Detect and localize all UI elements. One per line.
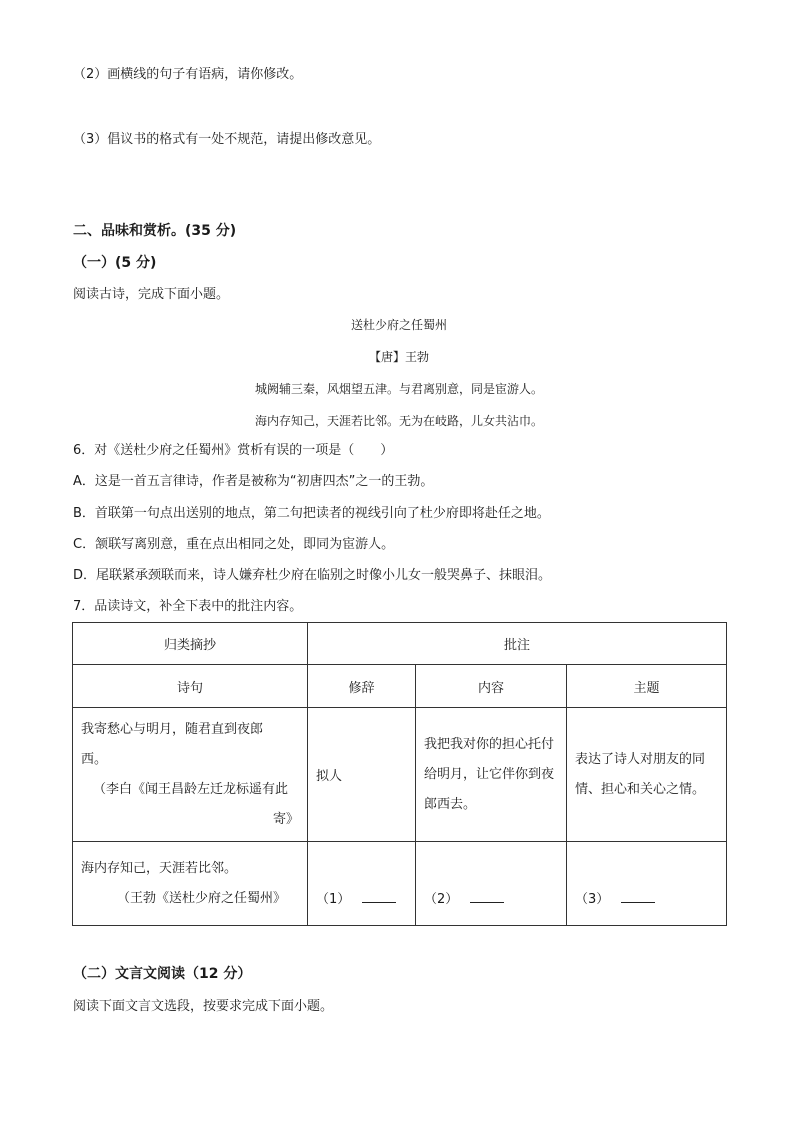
question-6-option-a: A．这是一首五言律诗，作者是被称为“初唐四杰”之一的王勃。 xyxy=(73,474,434,489)
blank-2-label: （2） xyxy=(424,892,459,907)
table-row xyxy=(73,842,727,926)
answer-blank-3[interactable] xyxy=(621,890,655,903)
answer-blank-2[interactable] xyxy=(470,890,504,903)
poem-author: 【唐】王勃 xyxy=(368,350,429,364)
row-1-theme: 表达了诗人对朋友的同情、担心和关心之情。 xyxy=(567,708,727,842)
answer-blank-1[interactable] xyxy=(362,890,396,903)
row-2-content xyxy=(416,842,567,926)
row-1-poem-line-2: 西。 xyxy=(81,751,108,767)
row-2-poem xyxy=(73,842,308,926)
row-1-source-line-1: （李白《闻王昌龄左迁龙标遥有此 xyxy=(93,781,289,797)
row-2-theme xyxy=(567,842,727,926)
header-poem-lines: 诗句 xyxy=(73,665,308,708)
question-6-option-c: C．颔联写离别意，重在点出相同之处，即同为宦游人。 xyxy=(73,537,395,552)
row-2-rhetoric xyxy=(308,842,416,926)
part-2-intro: 阅读下面文言文选段，按要求完成下面小题。 xyxy=(73,999,334,1014)
part-1-title: （一）(5 分) xyxy=(73,255,157,271)
question-6-option-b: B．首联第一句点出送别的地点，第二句把读者的视线引向了杜少府即将赴任之地。 xyxy=(73,506,550,521)
header-rhetoric: 修辞 xyxy=(308,665,416,708)
table-header-row xyxy=(73,623,727,665)
question-7-stem: 7．品读诗文，补全下表中的批注内容。 xyxy=(73,599,303,614)
section-2-title: 二、品味和赏析。(35 分) xyxy=(73,223,237,239)
table-row xyxy=(73,708,727,842)
row-1-poem-line-1: 我寄愁心与明月，随君直到夜郎 xyxy=(81,721,264,737)
header-theme: 主题 xyxy=(567,665,727,708)
row-1-source-line-2: 寄》 xyxy=(272,811,299,827)
row-1-content: 我把我对你的担心托付给明月，让它伴你到夜郎西去。 xyxy=(416,708,567,842)
poem-line-1: 城阙辅三秦，风烟望五津。与君离别意，同是宦游人。 xyxy=(254,382,543,396)
question-6-option-d: D．尾联紧承颈联而来，诗人嫌弃杜少府在临别之时像小儿女一般哭鼻子、抹眼泪。 xyxy=(73,568,552,583)
part-1-intro: 阅读古诗，完成下面小题。 xyxy=(73,287,230,302)
blank-3-label: （3） xyxy=(575,892,610,907)
row-1-poem xyxy=(73,708,308,842)
annotation-table xyxy=(72,622,727,926)
row-2-source-line: （王勃《送杜少府之任蜀州》 xyxy=(117,890,287,906)
part-2-title: （二）文言文阅读（12 分） xyxy=(73,966,252,982)
question-3: （3）倡议书的格式有一处不规范，请提出修改意见。 xyxy=(73,132,381,147)
poem-line-2: 海内存知己，天涯若比邻。无为在岐路，儿女共沾巾。 xyxy=(254,414,543,428)
header-content: 内容 xyxy=(416,665,567,708)
poem-title: 送杜少府之任蜀州 xyxy=(350,318,447,332)
header-notes: 批注 xyxy=(308,623,727,665)
question-6-stem: 6．对《送杜少府之任蜀州》赏析有误的一项是（ ） xyxy=(73,443,394,458)
blank-1-label: （1） xyxy=(316,892,351,907)
header-category: 归类摘抄 xyxy=(73,623,308,665)
table-subheader-row xyxy=(73,665,727,708)
row-1-rhetoric: 拟人 xyxy=(308,708,416,842)
row-2-poem-line-1: 海内存知己，天涯若比邻。 xyxy=(81,860,238,876)
question-2: （2）画横线的句子有语病，请你修改。 xyxy=(73,67,303,82)
